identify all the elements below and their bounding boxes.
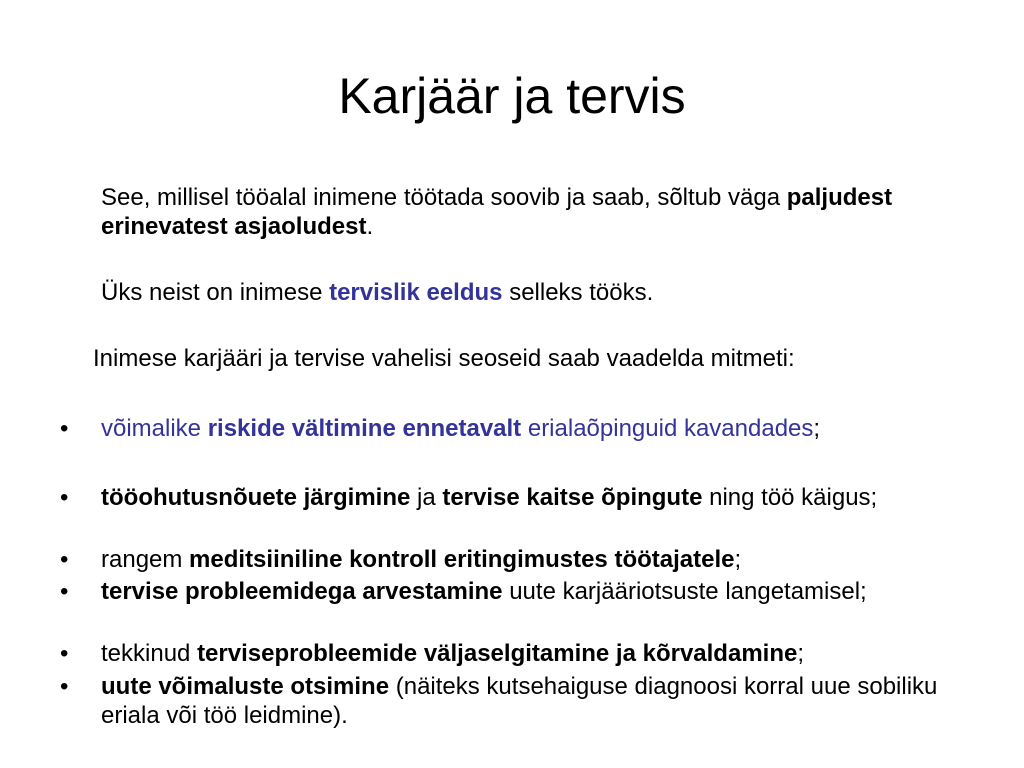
intro-text-end: . xyxy=(366,213,374,240)
bullet-text: rangem xyxy=(101,546,190,573)
bullet-marker: • xyxy=(60,673,69,700)
health-premise-text: Üks neist on inimese xyxy=(101,279,330,306)
health-premise-paragraph xyxy=(101,278,961,307)
bullet-emphasis: tööohutusnõuete järgimine xyxy=(101,484,411,511)
intro-emphasis: paljudest erinevatest asjaoludest xyxy=(101,184,893,240)
bullet-text: ja xyxy=(410,484,443,511)
bullet-emphasis: riskide vältimine ennetavalt xyxy=(207,415,522,442)
bullet-text: ; xyxy=(797,640,805,667)
intro-text: See, millisel tööalal inimene töötada soovib ja saab, sõltub väga xyxy=(101,184,787,211)
relations-text: Inimese karjääri ja tervise vahelisi seoseid saab vaadelda mitmeti: xyxy=(93,345,795,372)
bullet-text: (näiteks kutsehaiguse diagnoosi korral uue sobiliku eriala või töö leidmine). xyxy=(101,673,938,729)
bullet-text: uute karjääriotsuste langetamisel; xyxy=(502,578,867,605)
slide-title: Karjäär ja tervis xyxy=(338,68,686,124)
bullet-marker: • xyxy=(60,578,69,605)
bullet-marker: • xyxy=(60,546,69,573)
bullet-text: tekkinud xyxy=(101,640,198,667)
bullet-marker: • xyxy=(60,415,69,442)
bullet-emphasis: tervise kaitse õpingute xyxy=(442,484,703,511)
bullet-marker: • xyxy=(60,640,69,667)
bullet-marker: • xyxy=(60,484,69,511)
health-premise-text-end: selleks tööks. xyxy=(502,279,654,306)
health-premise-emphasis: tervislik eeldus xyxy=(329,279,503,306)
bullet-emphasis: tervise probleemidega arvestamine xyxy=(101,578,503,605)
bullet-emphasis: terviseprobleemide väljaselgitamine ja kõrvaldamine xyxy=(197,640,798,667)
bullet-text: võimalike xyxy=(101,415,208,442)
bullet-emphasis: meditsiiniline kontroll eritingimustes töötajatele xyxy=(189,546,735,573)
intro-paragraph xyxy=(101,183,961,241)
bullet-emphasis: uute võimaluste otsimine xyxy=(101,673,390,700)
relations-paragraph xyxy=(93,344,973,373)
bullet-text: ; xyxy=(813,415,821,442)
bullet-text: ning töö käigus; xyxy=(702,484,878,511)
bullet-text: erialaõpinguid kavandades xyxy=(521,415,814,442)
bullet-text: ; xyxy=(734,546,742,573)
